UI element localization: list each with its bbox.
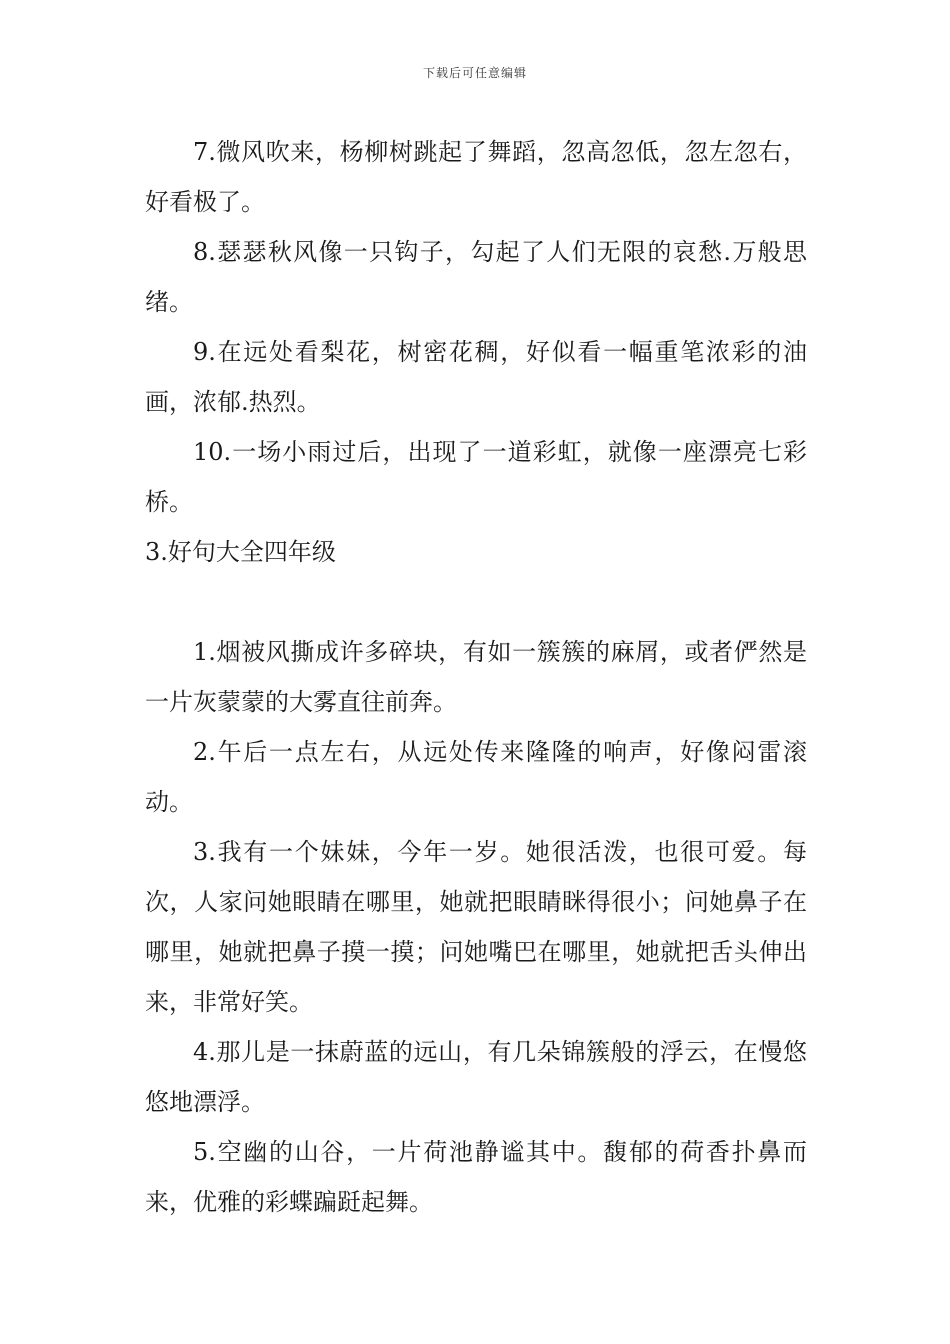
paragraph-item-10: 10.一场小雨过后，出现了一道彩虹，就像一座漂亮七彩桥。 (145, 438, 807, 516)
paragraph-item-4: 4.那儿是一抹蔚蓝的远山，有几朵锦簇般的浮云，在慢悠悠地漂浮。 (145, 1038, 807, 1116)
paragraph-item-1: 1.烟被风撕成许多碎块，有如一簇簇的麻屑，或者俨然是一片灰蒙蒙的大雾直往前奔。 (145, 638, 807, 716)
page-header: 下载后可任意编辑 (422, 66, 527, 80)
section-heading: 3.好句大全四年级 (145, 538, 336, 566)
paragraph-item-2: 2.午后一点左右，从远处传来隆隆的响声，好像闷雷滚动。 (145, 738, 807, 816)
paragraph-item-8: 8.瑟瑟秋风像一只钩子，勾起了人们无限的哀愁.万般思绪。 (145, 238, 807, 316)
paragraph-item-9: 9.在远处看梨花，树密花稠，好似看一幅重笔浓彩的油画，浓郁.热烈。 (145, 338, 807, 416)
document-body (145, 127, 807, 1227)
paragraph-item-7: 7.微风吹来，杨柳树跳起了舞蹈，忽高忽低，忽左忽右，好看极了。 (145, 138, 807, 216)
blank-line (145, 577, 807, 627)
paragraph-item-5: 5.空幽的山谷，一片荷池静谧其中。馥郁的荷香扑鼻而来，优雅的彩蝶蹁跹起舞。 (145, 1138, 807, 1216)
paragraph-item-3: 3.我有一个妹妹，今年一岁。她很活泼，也很可爱。每次，人家问她眼睛在哪里，她就把眼睛眯得很小；问她鼻子在哪里，她就把鼻子摸一摸；问她嘴巴在哪里，她就把舌头伸出来，非常好笑。 (145, 838, 807, 1016)
